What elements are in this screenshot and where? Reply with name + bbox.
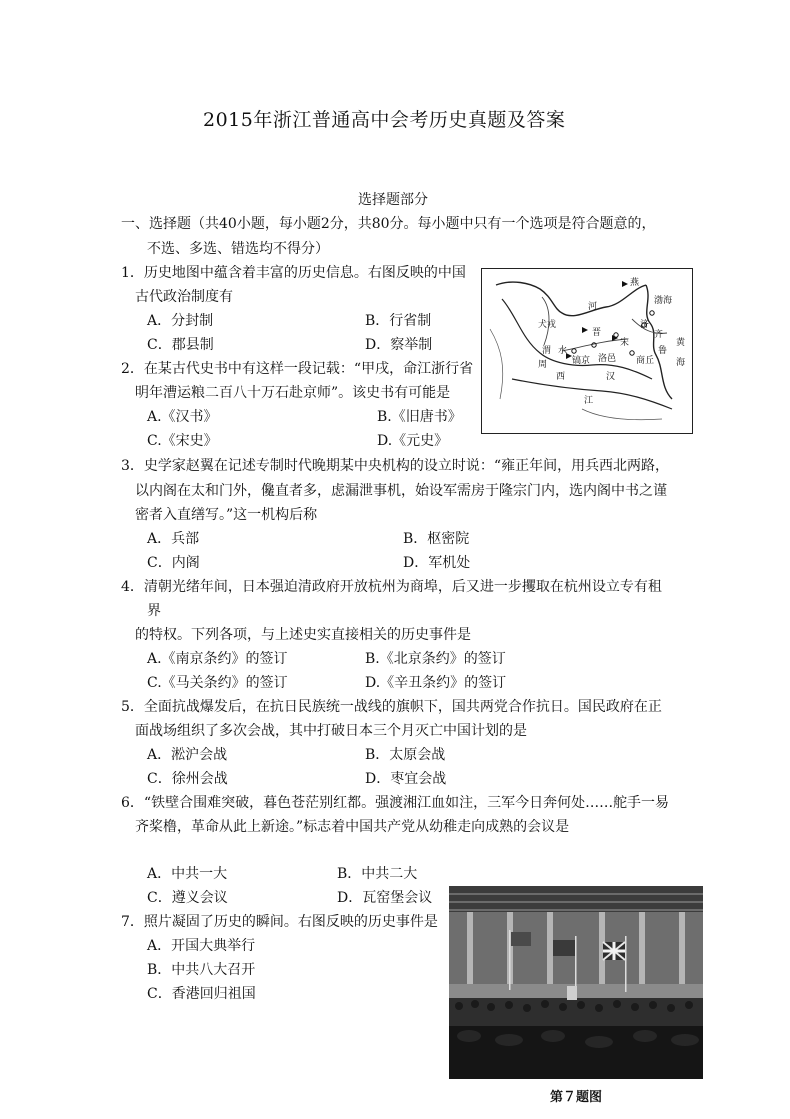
- section-heading: 选择题部分: [358, 192, 428, 208]
- q1-option-b: B．行省制: [365, 313, 432, 329]
- q2-stem-line-2: 明年漕运粮二百八十万石赴京师”。该史书有可能是: [135, 385, 451, 401]
- q2-option-a: A.《汉书》: [147, 409, 218, 425]
- q5-option-b: B．太原会战: [365, 747, 446, 763]
- q3-stem-line-1: 3．史学家赵翼在记述专制时代晚期某中央机构的设立时说：“雍正年间，用兵西北两路，: [121, 458, 670, 474]
- q5-option-a: A．淞沪会战: [147, 747, 228, 763]
- q5-stem-line-1: 5．全面抗战爆发后，在抗日民族统一战线的旗帜下，国共两党合作抗日。国民政府在正: [121, 699, 662, 715]
- q3-option-b: B．枢密院: [403, 531, 470, 547]
- q7-stem-line-1: 7．照片凝固了历史的瞬间。右图反映的历史事件是: [121, 914, 438, 930]
- q1-option-d: D．察举制: [365, 337, 433, 353]
- photo-caption: 第７题图: [550, 1090, 603, 1105]
- map-label-wei: 渭: [542, 346, 552, 356]
- map-label-jin: 晋: [592, 328, 602, 338]
- map-label-bohai: 渤海: [654, 296, 673, 306]
- q4-option-a: A.《南京条约》的签订: [147, 651, 288, 667]
- q1-stem-line-2: 古代政治制度有: [135, 289, 233, 305]
- q1-stem-line-1: 1．历史地图中蕴含着丰富的历史信息。右图反映的中国: [121, 265, 466, 281]
- q6-option-a: A．中共一大: [147, 866, 228, 882]
- q5-stem-line-2: 面战场组织了多次会战，其中打破日本三个月灭亡中国计划的是: [135, 723, 527, 739]
- q3-stem-line-2: 以内阁在太和门外，儳直者多，虑漏泄事机，始设军需房于隆宗门内，选内阁中书之谨: [135, 483, 667, 499]
- map-label-ji: 济: [640, 320, 650, 330]
- map-label-shui: 水: [558, 346, 568, 356]
- map-label-haojing: 镐京: [572, 356, 591, 366]
- q6-stem-line-1: 6．“铁壁合围难突破，暮色苍茫别红都。强渡湘江血如注，三军今日奔何处……舵手一易: [121, 795, 670, 811]
- q6-option-d: D．瓦窑堡会议: [337, 890, 433, 906]
- q7-option-b: B．中共八大召开: [147, 962, 256, 978]
- zhou-dynasty-map: [481, 268, 693, 434]
- q6-stem-line-2: 齐桨橹，革命从此上新途。”标志着中国共产党从幼稚走向成熟的会议是: [135, 819, 570, 835]
- q2-option-c: C.《宋史》: [147, 433, 218, 449]
- q4-option-c: C.《马关条约》的签订: [147, 675, 288, 691]
- q2-option-d: D.《元史》: [377, 433, 449, 449]
- q7-option-a: A．开国大典举行: [147, 938, 256, 954]
- map-label-han: 汉: [606, 372, 616, 382]
- q3-stem-line-3: 密者入直缮写。”这一机构后称: [135, 507, 318, 523]
- map-label-shangqiu: 商丘: [636, 356, 655, 366]
- q2-stem-line-1: 2．在某古代史书中有这样一段记载：“甲戌，命江浙行省: [121, 361, 474, 377]
- q4-stem-line-3: 的特权。下列各项，与上述史实直接相关的历史事件是: [135, 627, 471, 643]
- map-label-huang: 黄: [676, 338, 686, 348]
- q4-stem-line-1: 4．清朝光绪年间，日本强迫清政府开放杭州为商埠，后又进一步攫取在杭州设立专有租: [121, 579, 662, 595]
- q1-option-a: A．分封制: [147, 313, 214, 329]
- map-label-yan: 燕: [630, 278, 640, 288]
- q1-option-c: C．郡县制: [147, 337, 214, 353]
- hong-kong-handover-photo: [449, 886, 703, 1079]
- map-label-zhou: 周: [538, 360, 548, 370]
- q6-option-c: C．遵义会议: [147, 890, 228, 906]
- instructions-line-2: 不选、多选、错选均不得分）: [147, 241, 329, 257]
- instructions-line-1: 一、选择题（共40小题，每小题2分，共80分。每小题中只有一个选项是符合题意的，: [121, 216, 656, 232]
- q4-stem-line-2: 界: [147, 603, 161, 619]
- map-label-quanrong: 犬戎: [538, 320, 557, 330]
- q5-option-c: C．徐州会战: [147, 771, 228, 787]
- map-label-xi: 西: [556, 372, 566, 382]
- q3-option-a: A．兵部: [147, 531, 200, 547]
- q4-option-b: B.《北京条约》的签订: [365, 651, 506, 667]
- q7-option-c: C．香港回归祖国: [147, 986, 256, 1002]
- q2-option-b: B.《旧唐书》: [377, 409, 462, 425]
- q5-option-d: D．枣宜会战: [365, 771, 447, 787]
- q6-option-b: B．中共二大: [337, 866, 418, 882]
- map-label-hai: 海: [676, 358, 686, 368]
- map-label-jiang: 江: [584, 396, 594, 406]
- map-label-lu: 鲁: [658, 346, 668, 356]
- map-label-luoyi: 洛邑: [598, 354, 617, 364]
- photo-drawing: [449, 886, 703, 1079]
- map-label-song: 宋: [620, 338, 630, 348]
- q4-option-d: D.《辛丑条约》的签订: [365, 675, 507, 691]
- map-label-he: 河: [588, 302, 598, 312]
- map-label-qi: 齐: [654, 330, 664, 340]
- q3-option-d: D．军机处: [403, 555, 471, 571]
- page-title: 2015年浙江普通高中会考历史真题及答案: [203, 109, 566, 131]
- q3-option-c: C．内阁: [147, 555, 200, 571]
